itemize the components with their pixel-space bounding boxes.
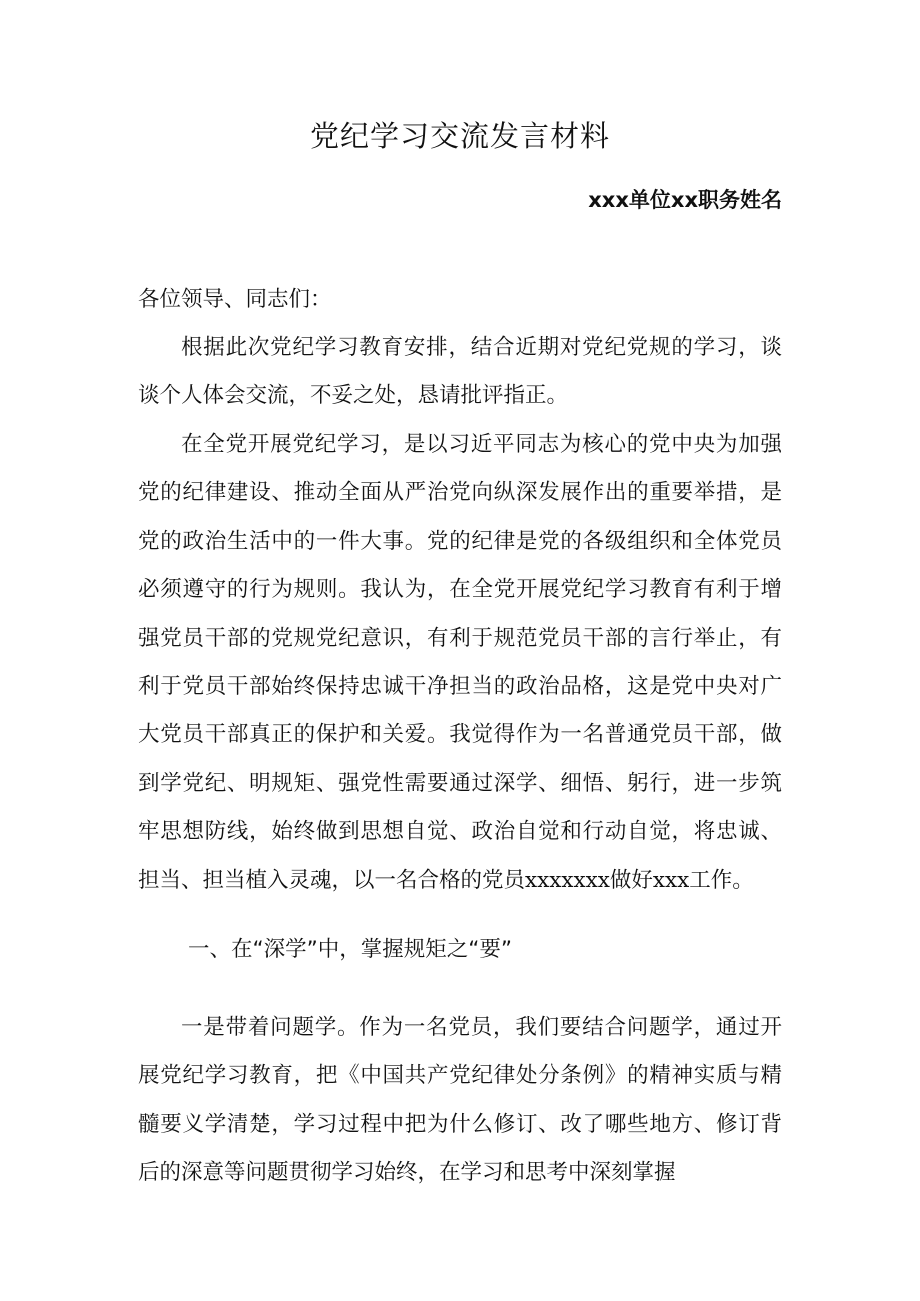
section-paragraph: 一是带着问题学。作为一名党员，我们要结合问题学，通过开展党纪学习教育，把《中国共产党纪律处分条例》的精神实质与精髓要义学清楚，学习过程中把为什么修订、改了哪些地方、修订背后的深意等问题贯彻学习始终，在学习和思考中深刻掌握 — [138, 1015, 782, 1186]
paragraph-intro: 根据此次党纪学习教育安排，结合近期对党纪党规的学习，谈谈个人体会交流，不妥之处，恳请批评指正。 — [138, 335, 782, 409]
paragraph-main: 在全党开展党纪学习，是以习近平同志为核心的党中央为加强党的纪律建设、推动全面从严治党向纵深发展作出的重要举措，是党的政治生活中的一件大事。党的纪律是党的各级组织和全体党员必须遵守的行为规则。我认为，在全党开展党纪学习教育有利于增强党员干部的党规党纪意识，有利于规范党员干部的言行举止，有利于党员干部始终保持忠诚干净担当的政治品格，这是党中央对广大党员干部真正的保护和关爱。我觉得作为一名普通党员干部，做到学党纪、明规矩、强党性需要通过深学、细悟、躬行，进一步筑牢思想防线，始终做到思想自觉、政治自觉和行动自觉，将忠诚、担当、担当植入灵魂，以一名合格的党员xxxxxxx做好xxx工作。 — [138, 432, 782, 893]
greeting: 各位领导、同志们： — [138, 287, 332, 312]
author-line: xxx单位xx职务姓名 — [588, 188, 782, 212]
section-heading: 一、在“深学”中，掌握规矩之“要” — [188, 937, 513, 962]
document-title: 党纪学习交流发言材料 — [309, 119, 610, 153]
